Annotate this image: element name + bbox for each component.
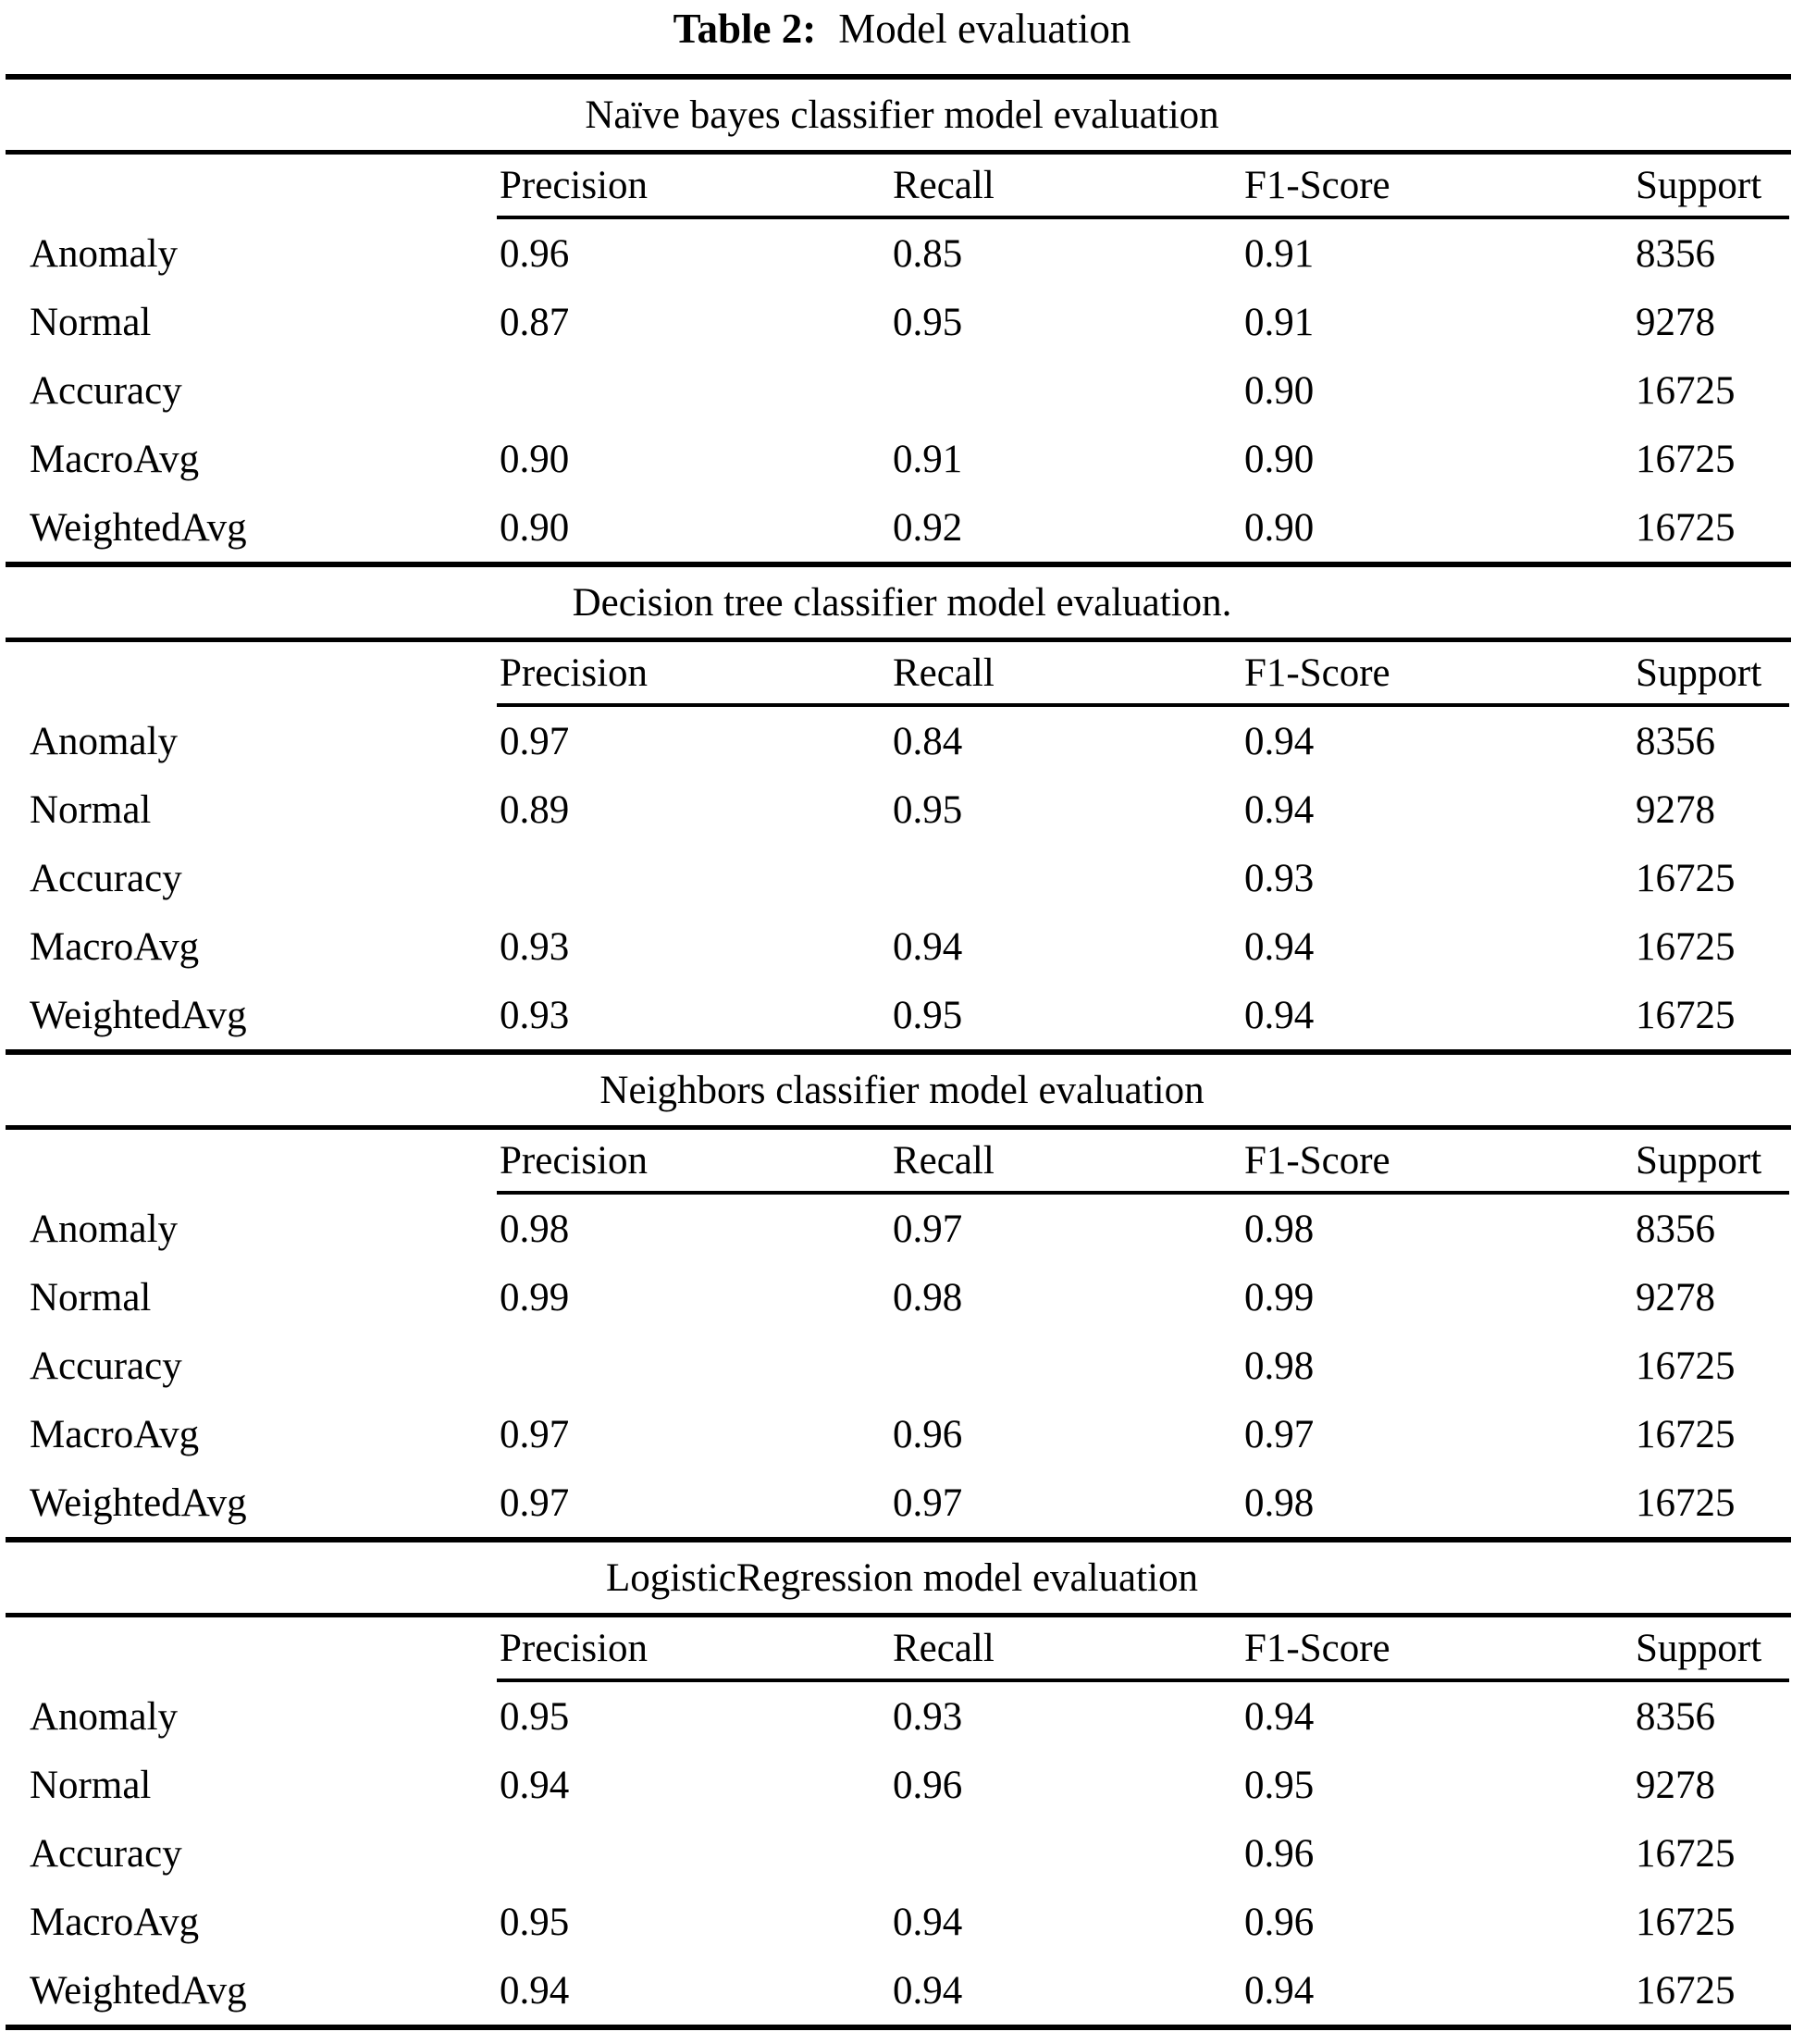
table-row-normal xyxy=(0,1263,1804,1332)
cell-support: 16725 xyxy=(1636,993,1736,1037)
col-header-precision: Precision xyxy=(500,163,649,207)
col-header-f1-score: F1-Score xyxy=(1244,1138,1390,1183)
cell-support: 16725 xyxy=(1636,437,1736,481)
row-label: Normal xyxy=(30,1763,152,1807)
col-header-f1-score: F1-Score xyxy=(1244,1626,1390,1670)
cell-recall: 0.94 xyxy=(893,1968,963,2013)
cell-f1-score: 0.91 xyxy=(1244,231,1315,276)
row-label: Anomaly xyxy=(30,1694,179,1739)
section-neighbors xyxy=(0,1049,1804,1537)
cell-f1-score: 0.94 xyxy=(1244,719,1315,763)
cell-recall: 0.94 xyxy=(893,1900,963,1944)
cell-recall: 0.92 xyxy=(893,505,963,550)
cell-recall: 0.96 xyxy=(893,1412,963,1456)
cell-recall: 0.91 xyxy=(893,437,963,481)
cell-support: 9278 xyxy=(1636,1275,1715,1319)
col-header-recall: Recall xyxy=(893,163,995,207)
column-header-row xyxy=(0,642,1804,703)
cell-support: 16725 xyxy=(1636,368,1736,413)
cell-precision: 0.93 xyxy=(500,924,570,969)
row-label: WeightedAvg xyxy=(30,1480,247,1525)
cell-f1-score: 0.91 xyxy=(1244,300,1315,344)
table-row-anomaly xyxy=(0,1195,1804,1263)
table-row-macroavg xyxy=(0,1888,1804,1956)
table-row-anomaly xyxy=(0,1682,1804,1751)
cell-precision: 0.99 xyxy=(500,1275,570,1319)
col-header-support: Support xyxy=(1636,1626,1762,1670)
cell-support: 16725 xyxy=(1636,1480,1736,1525)
table-caption xyxy=(0,0,1804,74)
cell-f1-score: 0.94 xyxy=(1244,1968,1315,2013)
col-header-f1-score: F1-Score xyxy=(1244,163,1390,207)
row-label: WeightedAvg xyxy=(30,1968,247,2013)
table-row-weightedavg xyxy=(0,1468,1804,1537)
cell-support: 8356 xyxy=(1636,1207,1715,1251)
row-label: Accuracy xyxy=(30,1344,182,1388)
table-row-macroavg xyxy=(0,425,1804,493)
row-label: Normal xyxy=(30,300,152,344)
section-heading: Decision tree classifier model evaluation. xyxy=(572,580,1232,625)
cell-recall: 0.85 xyxy=(893,231,963,276)
cell-recall: 0.97 xyxy=(893,1207,963,1251)
cell-recall: 0.98 xyxy=(893,1275,963,1319)
cell-support: 16725 xyxy=(1636,1412,1736,1456)
cell-recall: 0.94 xyxy=(893,924,963,969)
cell-support: 16725 xyxy=(1636,1344,1736,1388)
cell-support: 16725 xyxy=(1636,856,1736,900)
cell-support: 16725 xyxy=(1636,924,1736,969)
cell-support: 9278 xyxy=(1636,787,1715,832)
cell-precision: 0.95 xyxy=(500,1694,570,1739)
cell-f1-score: 0.93 xyxy=(1244,856,1315,900)
column-header-row xyxy=(0,155,1804,216)
cell-support: 16725 xyxy=(1636,505,1736,550)
cell-support: 16725 xyxy=(1636,1900,1736,1944)
cell-recall: 0.95 xyxy=(893,300,963,344)
cell-f1-score: 0.94 xyxy=(1244,1694,1315,1739)
col-header-recall: Recall xyxy=(893,1138,995,1183)
table-row-accuracy xyxy=(0,844,1804,912)
cell-recall: 0.95 xyxy=(893,993,963,1037)
cell-support: 9278 xyxy=(1636,300,1715,344)
row-label: Anomaly xyxy=(30,231,179,276)
cell-precision: 0.94 xyxy=(500,1968,570,2013)
cell-f1-score: 0.96 xyxy=(1244,1831,1315,1876)
row-label: MacroAvg xyxy=(30,1412,200,1456)
cell-support: 16725 xyxy=(1636,1968,1736,2013)
cell-f1-score: 0.94 xyxy=(1244,993,1315,1037)
col-header-precision: Precision xyxy=(500,650,649,695)
cell-f1-score: 0.96 xyxy=(1244,1900,1315,1944)
cell-precision: 0.96 xyxy=(500,231,570,276)
row-label: WeightedAvg xyxy=(30,505,247,550)
cell-support: 8356 xyxy=(1636,1694,1715,1739)
cell-recall: 0.93 xyxy=(893,1694,963,1739)
col-header-support: Support xyxy=(1636,163,1762,207)
col-header-support: Support xyxy=(1636,1138,1762,1183)
cell-precision: 0.87 xyxy=(500,300,570,344)
row-label: Anomaly xyxy=(30,1207,179,1251)
column-header-row xyxy=(0,1130,1804,1191)
row-label: Anomaly xyxy=(30,719,179,763)
table-row-macroavg xyxy=(0,912,1804,981)
cell-f1-score: 0.90 xyxy=(1244,437,1315,481)
cell-recall: 0.84 xyxy=(893,719,963,763)
table-row-weightedavg xyxy=(0,981,1804,1049)
col-header-precision: Precision xyxy=(500,1626,649,1670)
cell-precision: 0.97 xyxy=(500,1480,570,1525)
cell-f1-score: 0.98 xyxy=(1244,1344,1315,1388)
cell-support: 8356 xyxy=(1636,231,1715,276)
col-header-support: Support xyxy=(1636,650,1762,695)
row-label: Accuracy xyxy=(30,1831,182,1876)
cell-precision: 0.90 xyxy=(500,437,570,481)
cell-f1-score: 0.94 xyxy=(1244,924,1315,969)
table-row-normal xyxy=(0,1751,1804,1819)
cell-precision: 0.97 xyxy=(500,719,570,763)
table-row-accuracy xyxy=(0,1332,1804,1400)
row-label: WeightedAvg xyxy=(30,993,247,1037)
cell-f1-score: 0.90 xyxy=(1244,505,1315,550)
table-row-weightedavg xyxy=(0,1956,1804,2025)
cell-recall: 0.95 xyxy=(893,787,963,832)
section-decision-tree xyxy=(0,562,1804,1049)
col-header-precision: Precision xyxy=(500,1138,649,1183)
row-label: MacroAvg xyxy=(30,924,200,969)
column-header-row xyxy=(0,1617,1804,1679)
cell-f1-score: 0.97 xyxy=(1244,1412,1315,1456)
cell-f1-score: 0.98 xyxy=(1244,1480,1315,1525)
cell-precision: 0.89 xyxy=(500,787,570,832)
section-heading: Naïve bayes classifier model evaluation xyxy=(585,93,1219,137)
row-label: Normal xyxy=(30,1275,152,1319)
cell-f1-score: 0.99 xyxy=(1244,1275,1315,1319)
cell-precision: 0.95 xyxy=(500,1900,570,1944)
cell-f1-score: 0.94 xyxy=(1244,787,1315,832)
table-caption-label: Table 2: xyxy=(673,6,817,52)
row-label: Normal xyxy=(30,787,152,832)
cell-recall: 0.96 xyxy=(893,1763,963,1807)
cell-precision: 0.98 xyxy=(500,1207,570,1251)
cell-precision: 0.94 xyxy=(500,1763,570,1807)
table-row-normal xyxy=(0,775,1804,844)
section-naive-bayes xyxy=(0,74,1804,562)
cell-precision: 0.90 xyxy=(500,505,570,550)
cell-support: 16725 xyxy=(1636,1831,1736,1876)
cell-f1-score: 0.95 xyxy=(1244,1763,1315,1807)
cell-f1-score: 0.98 xyxy=(1244,1207,1315,1251)
col-header-recall: Recall xyxy=(893,650,995,695)
section-logistic-regression xyxy=(0,1537,1804,2025)
table-bottom-rule xyxy=(6,2025,1791,2030)
table-row-accuracy xyxy=(0,356,1804,425)
col-header-f1-score: F1-Score xyxy=(1244,650,1390,695)
table-row-macroavg xyxy=(0,1400,1804,1468)
table-caption-text: Model evaluation xyxy=(838,6,1131,52)
section-heading: Neighbors classifier model evaluation xyxy=(599,1068,1205,1112)
row-label: Accuracy xyxy=(30,368,182,413)
row-label: MacroAvg xyxy=(30,437,200,481)
table-row-accuracy xyxy=(0,1819,1804,1888)
row-label: MacroAvg xyxy=(30,1900,200,1944)
table-row-anomaly xyxy=(0,219,1804,288)
col-header-recall: Recall xyxy=(893,1626,995,1670)
cell-recall: 0.97 xyxy=(893,1480,963,1525)
table-row-normal xyxy=(0,288,1804,356)
cell-support: 9278 xyxy=(1636,1763,1715,1807)
cell-precision: 0.93 xyxy=(500,993,570,1037)
row-label: Accuracy xyxy=(30,856,182,900)
section-heading: LogisticRegression model evaluation xyxy=(605,1555,1199,1600)
table-row-anomaly xyxy=(0,707,1804,775)
cell-support: 8356 xyxy=(1636,719,1715,763)
cell-f1-score: 0.90 xyxy=(1244,368,1315,413)
cell-precision: 0.97 xyxy=(500,1412,570,1456)
table-row-weightedavg xyxy=(0,493,1804,562)
